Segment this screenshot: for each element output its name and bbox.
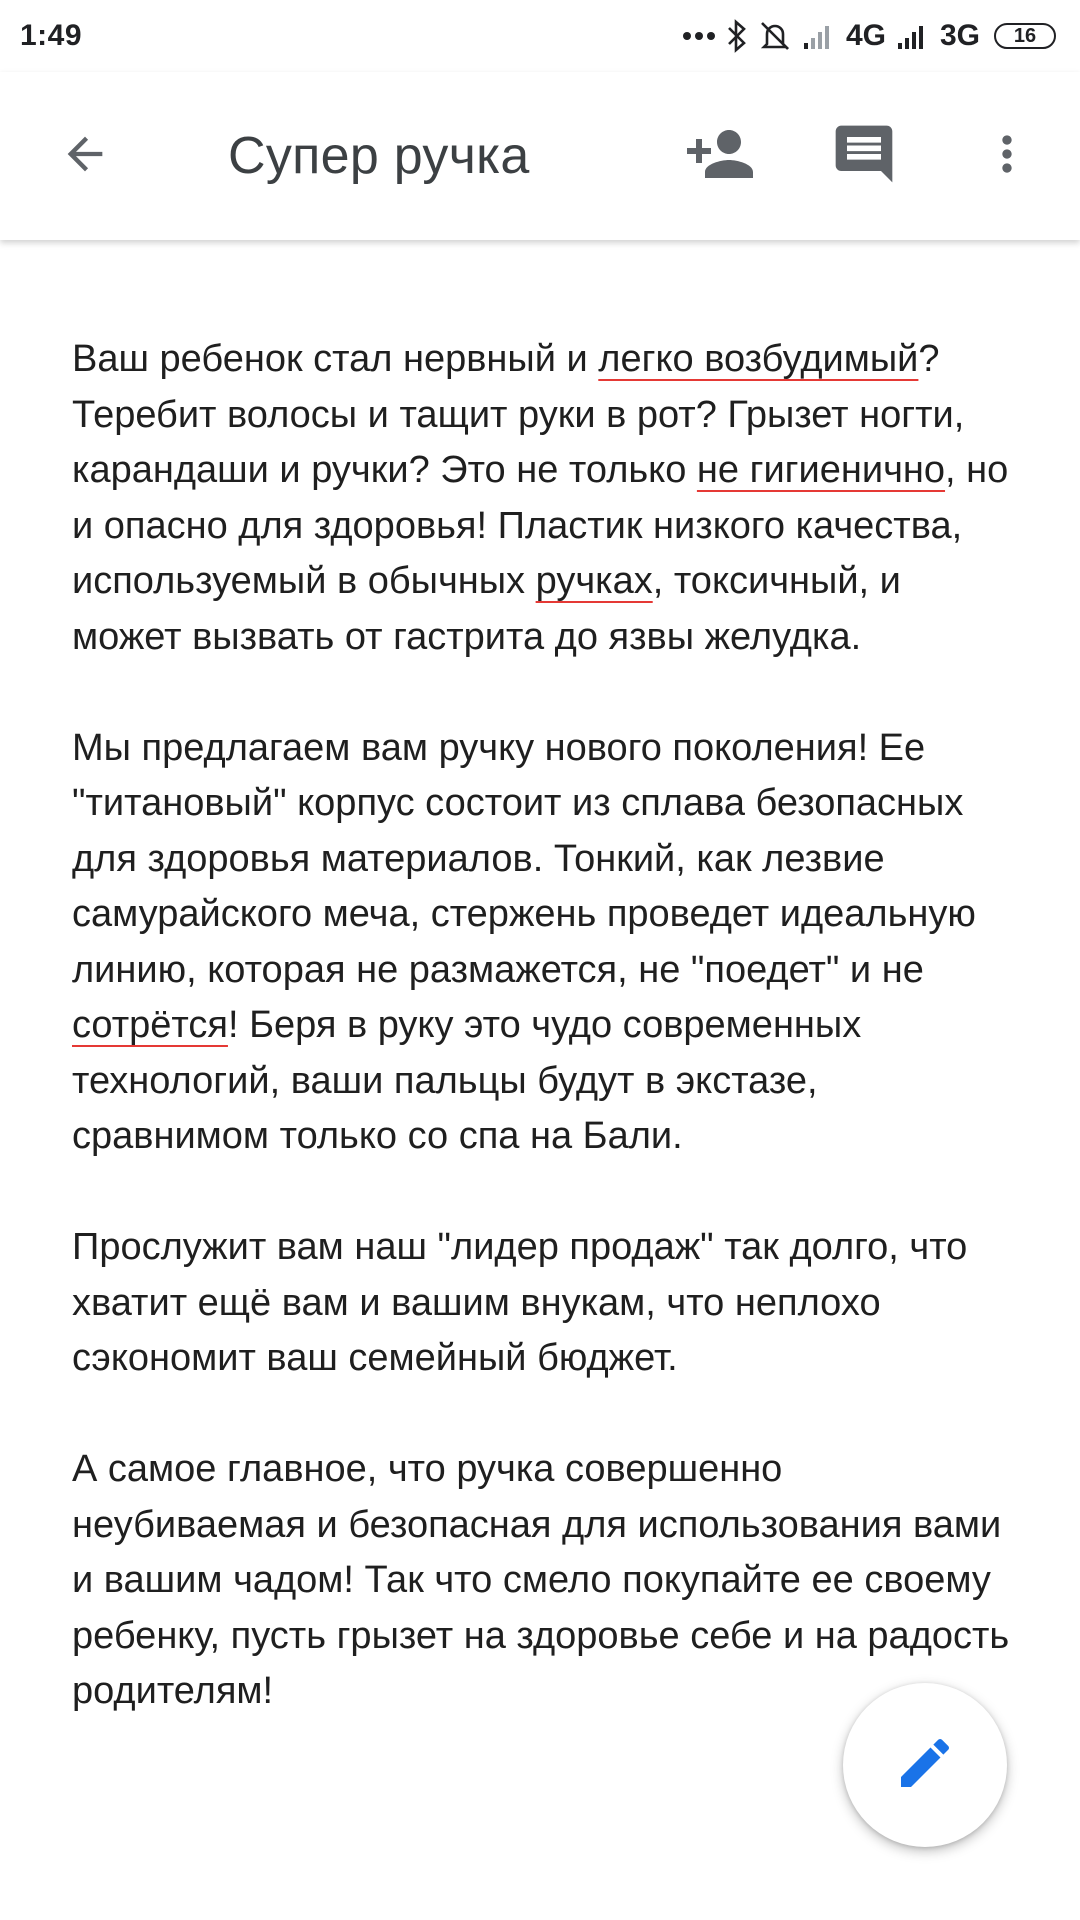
- text-run: Мы предлагаем вам ручку нового поколения! Ее "титановый" корпус состоит из сплава безопасных для здоровья материалов. Тонкий, как лезвие самурайского меча, стержень проведет идеальную линию, которая не размажется, не "поедет" и не: [72, 726, 976, 991]
- back-button[interactable]: [45, 116, 125, 196]
- network-type-1: 4G: [845, 19, 886, 52]
- add-person-icon: [684, 118, 756, 195]
- back-arrow-icon: [59, 128, 111, 185]
- comment-icon: [830, 120, 898, 193]
- more-dots-icon: [682, 31, 716, 41]
- spellcheck-word: ручках: [535, 560, 653, 602]
- paragraph: [72, 1442, 1012, 1720]
- paragraph: [72, 1220, 1012, 1387]
- text-run: Ваш ребенок стал нервный и: [72, 338, 599, 380]
- more-options-button[interactable]: [967, 116, 1047, 196]
- network-type-2: 3G: [939, 19, 980, 52]
- text-run: , но и опасно для здоровья! Пластик низкого качества, используемый в обычных: [72, 449, 1009, 602]
- paragraph: [72, 332, 1012, 665]
- edit-fab-button[interactable]: [843, 1683, 1007, 1847]
- bluetooth-icon: [726, 19, 748, 53]
- alarm-off-icon: [758, 19, 792, 53]
- spellcheck-word: не гигиенично: [696, 449, 946, 491]
- signal-icon: [896, 21, 930, 51]
- spellcheck-word: легко возбудимый: [598, 338, 919, 380]
- document-body[interactable]: [72, 332, 1012, 1775]
- text-run: А самое главное, что ручка совершенно неубиваемая и безопасная для использования вами и вашим чадом! Так что смело покупайте ее своему ребенку, пусть грызет на здоровье себе и на радость родителям!: [72, 1448, 1010, 1712]
- text-run: , токсичный, и может вызвать от гастрита до язвы желудка.: [72, 560, 901, 658]
- edit-pencil-icon: [893, 1731, 957, 1800]
- text-run: ! Беря в руку это чудо современных технологий, ваши пальцы будут в экстазе, сравнимом только со спа на Бали.: [72, 1004, 862, 1157]
- comments-button[interactable]: [824, 116, 904, 196]
- document-title: Супер ручка: [228, 127, 530, 185]
- spellcheck-word: сотрётся: [72, 1004, 228, 1046]
- status-time: 1:49: [20, 19, 83, 52]
- battery-indicator: 16: [994, 23, 1056, 49]
- paragraph: [72, 721, 1012, 1165]
- more-vert-icon: [979, 126, 1035, 187]
- signal-icon: [802, 21, 836, 51]
- text-run: Прослужит вам наш "лидер продаж" так долго, что хватит ещё вам и вашим внукам, что неплохо сэкономит ваш семейный бюджет.: [72, 1226, 968, 1379]
- text-run: ? Теребит волосы и тащит руки в рот? Грызет ногти, карандаши и ручки? Это не только: [72, 338, 965, 491]
- app-bar: [0, 72, 1080, 240]
- share-button[interactable]: [680, 116, 760, 196]
- status-bar: [0, 0, 1080, 72]
- status-icons: [682, 19, 1056, 53]
